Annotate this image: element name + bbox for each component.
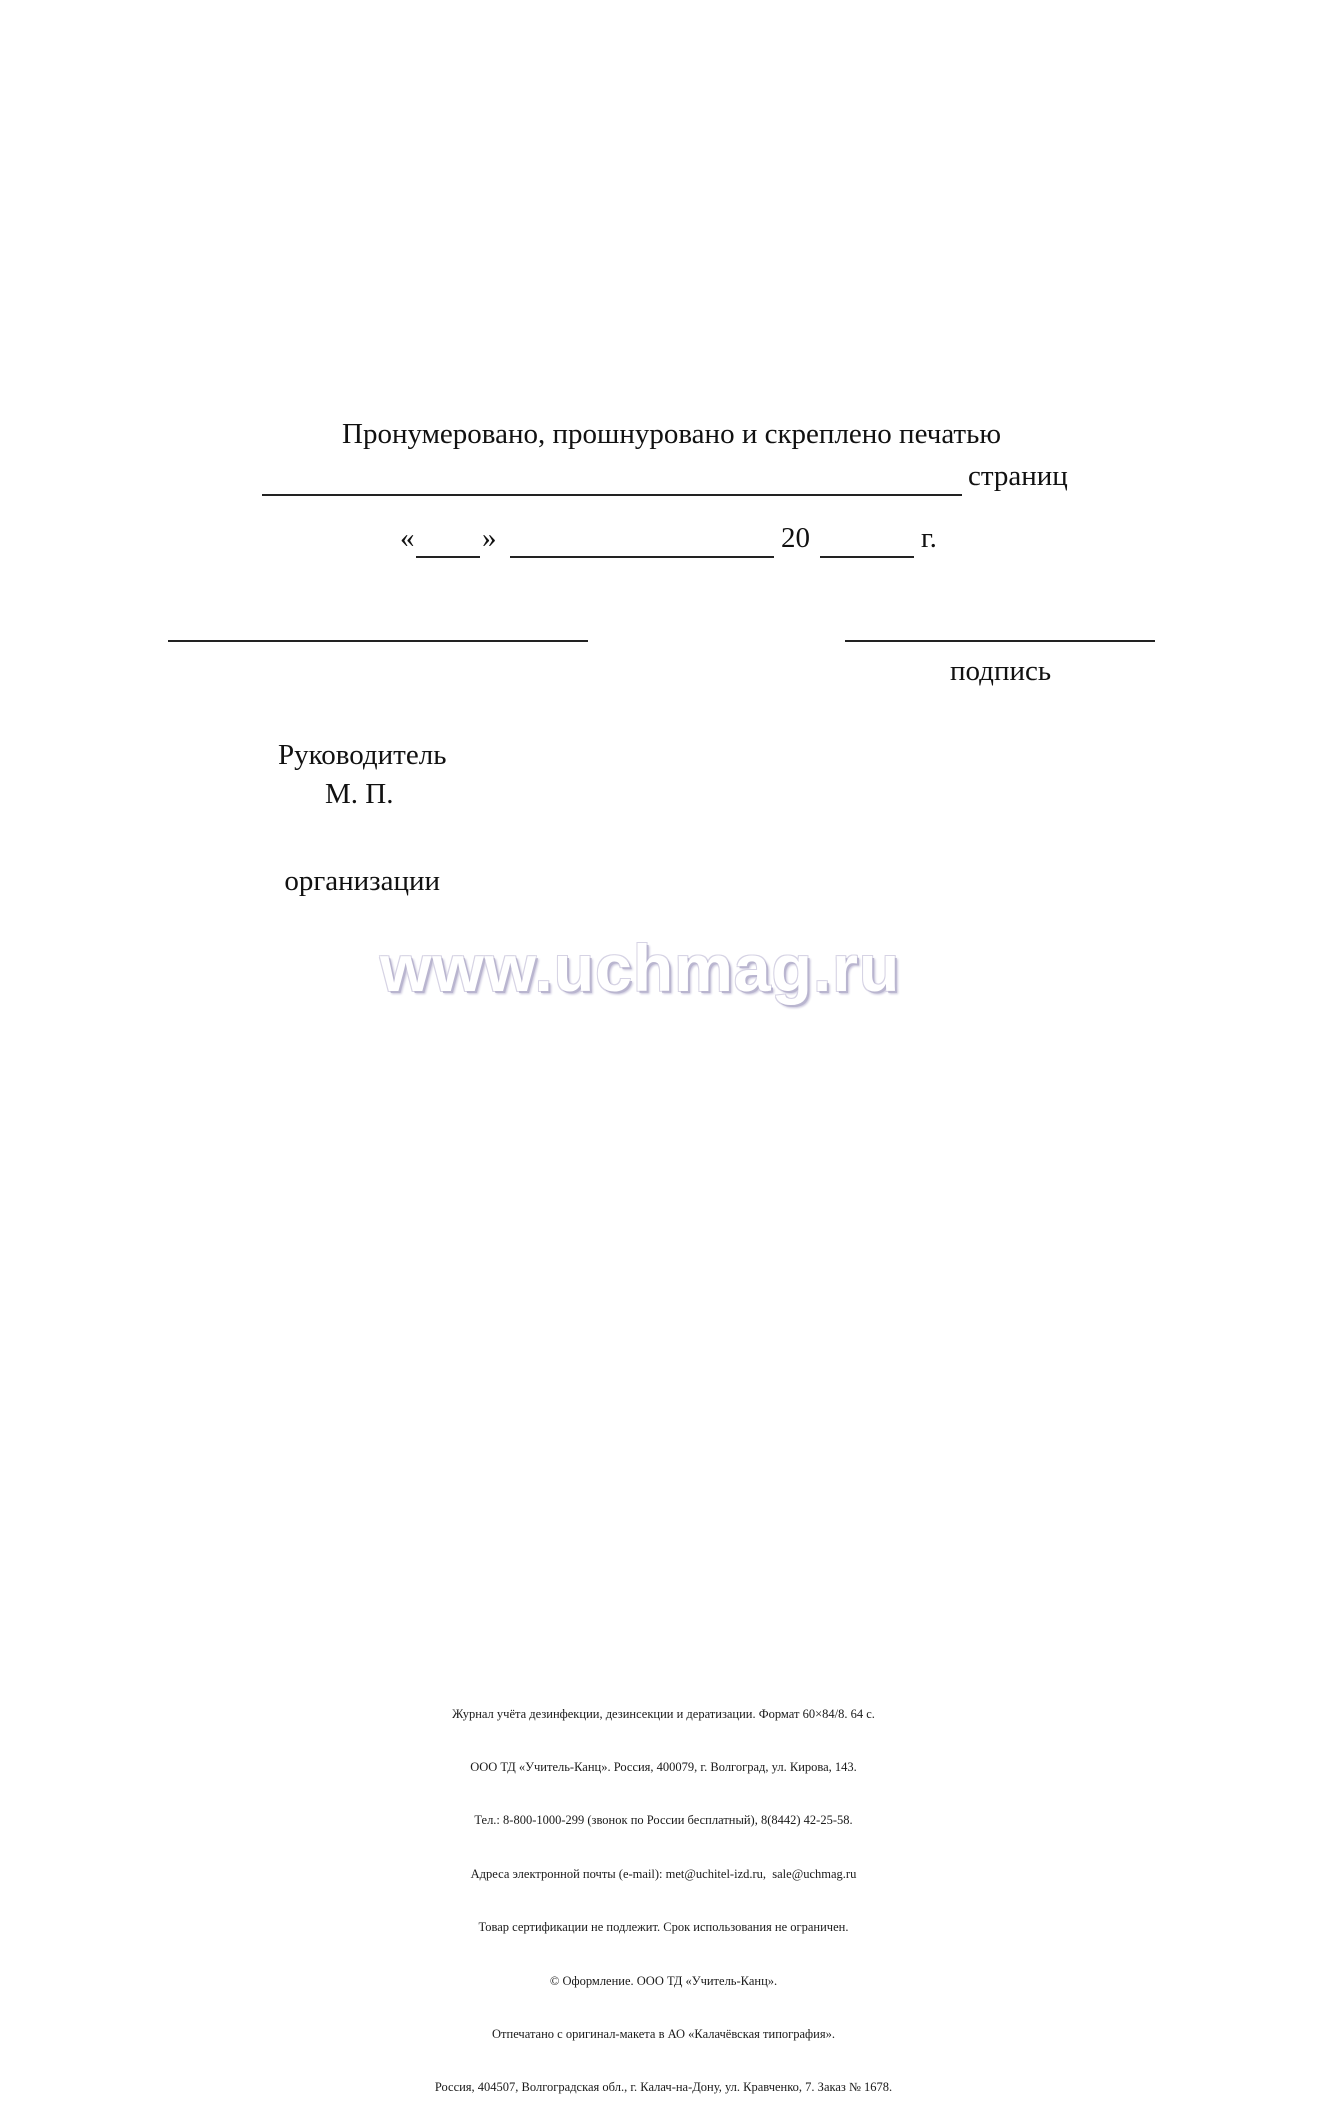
imprint-line: Адреса электронной почты (e-mail): met@uchitel-izd.ru, sale@uchmag.ru [470, 1866, 857, 1881]
head-label-line2: организации [284, 865, 441, 897]
imprint-line: Россия, 404507, Волгоградская обл., г. Калач-на-Дону, ул. Кравченко, 7. Заказ № 1678. [434, 2080, 893, 2095]
certification-text: Пронумеровано, прошнуровано и скреплено печатью [342, 418, 1001, 450]
date-row [400, 522, 937, 562]
signature-label: подпись [950, 655, 1052, 687]
imprint-line: Тел.: 8-800-1000-299 (звонок по России бесплатный), 8(8442) 42-25-58. [474, 1813, 853, 1828]
year-suffix: г. [921, 522, 937, 554]
imprint-block [0, 1670, 1327, 2115]
month-blank-line [510, 556, 774, 558]
head-signature-line [168, 640, 588, 642]
imprint-line: Товар сертификации не подлежит. Срок использования не ограничен. [478, 1920, 849, 1935]
page-count-blank-line [262, 494, 962, 496]
imprint-line: Журнал учёта дезинфекции, дезинсекции и дератизации. Формат 60×84/8. 64 с. [452, 1706, 875, 1721]
pages-label: страниц [968, 460, 1068, 492]
signature-line [845, 640, 1155, 642]
imprint-line: ООО ТД «Учитель-Канц». Россия, 400079, г. Волгоград, ул. Кирова, 143. [470, 1759, 857, 1774]
year-century: 20 [781, 522, 810, 554]
head-label-line1: Руководитель [278, 739, 447, 771]
date-open-quote: « [400, 522, 415, 554]
watermark: www.uchmag.ru [380, 931, 901, 1005]
seal-label: М. П. [325, 778, 394, 810]
imprint-line: Отпечатано с оригинал-макета в АО «Калачёвская типография». [492, 2026, 835, 2041]
imprint-line: © Оформление. ООО ТД «Учитель-Канц». [549, 1973, 778, 1988]
year-blank-line [820, 556, 914, 558]
day-blank-line [416, 556, 480, 558]
date-close-quote: » [482, 522, 497, 554]
